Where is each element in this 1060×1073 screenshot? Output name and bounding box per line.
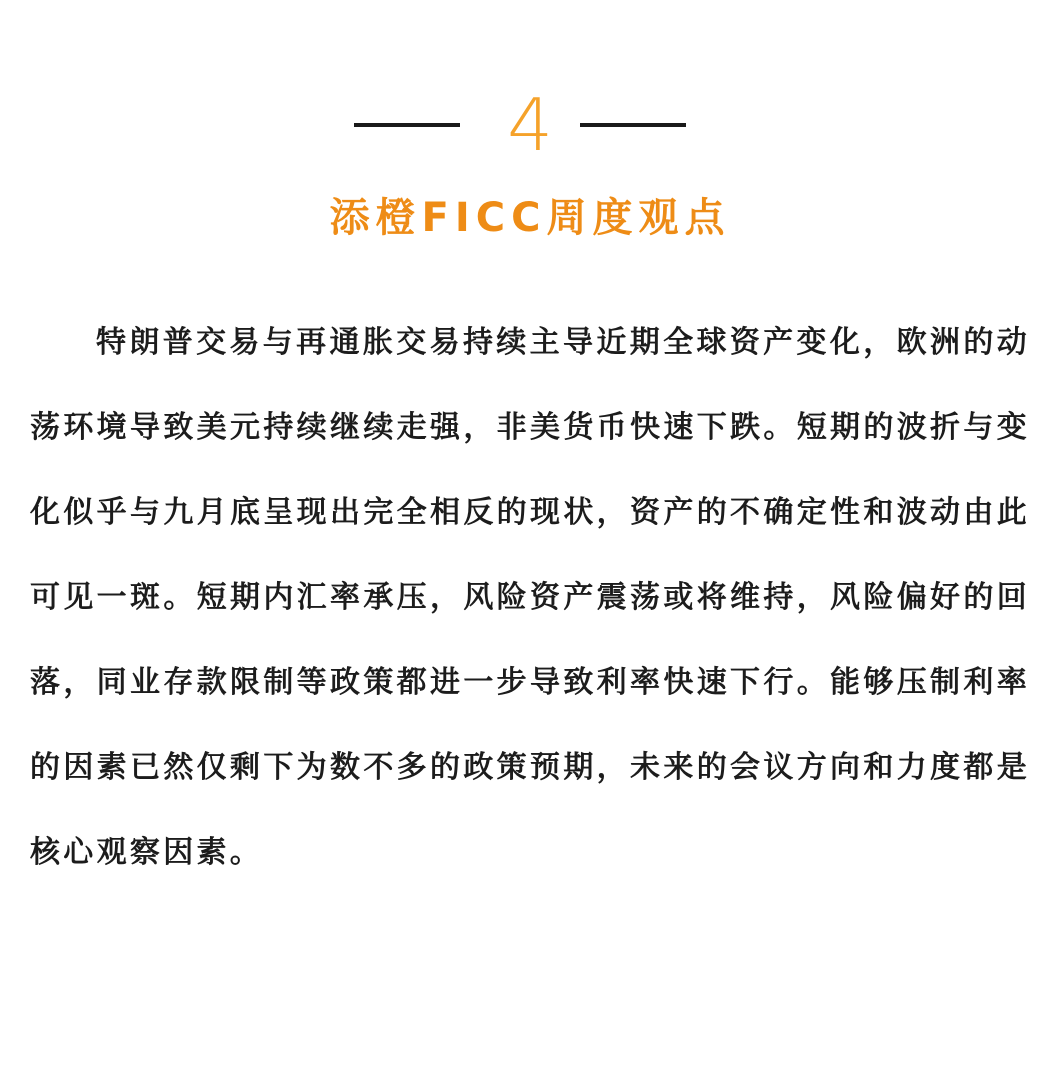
body-paragraph: 特朗普交易与再通胀交易持续主导近期全球资产变化，欧洲的动荡环境导致美元持续继续走强，非美货币快速下跌。短期的波折与变化似乎与九月底呈现出完全相反的现状，资产的不确定性和波动由此可见一斑。短期内汇率承压，风险资产震荡或将维持，风险偏好的回落，同业存款限制等政策都进一步导致利率快速下行。能够压制利率的因素已然仅剩下为数不多的政策预期，未来的会议方向和力度都是核心观察因素。 xyxy=(30,325,1030,870)
left-divider-line xyxy=(354,123,460,127)
section-number: 4 xyxy=(507,83,553,167)
right-divider-line xyxy=(580,123,686,127)
section-header xyxy=(0,80,1060,170)
section-title: 添橙FICC周度观点 xyxy=(329,195,731,241)
